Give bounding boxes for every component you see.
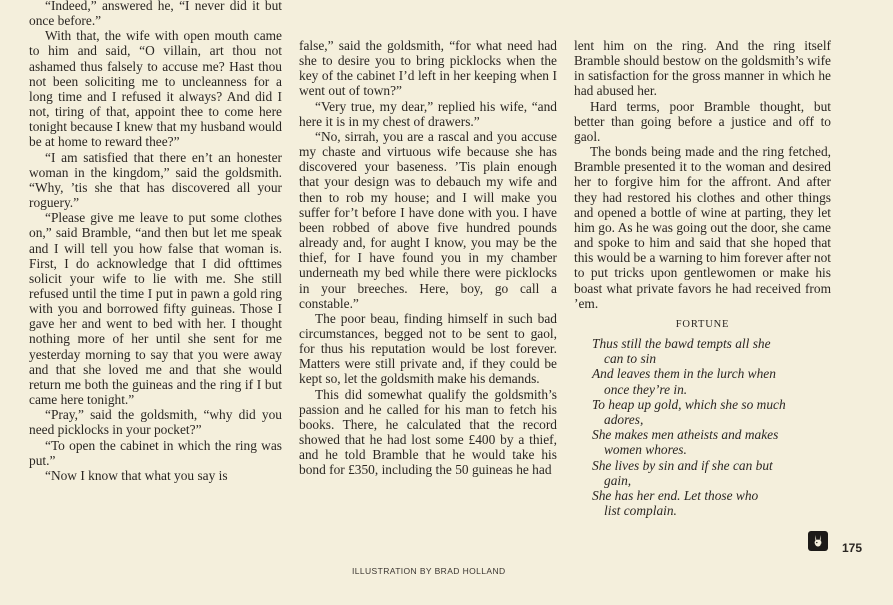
paragraph: “To open the cabinet in which the ring was put.”: [29, 437, 282, 468]
paragraph: Hard terms, poor Bramble thought, but better than going before a justice and off to gaol.: [574, 98, 831, 144]
poem-couplet: [592, 488, 831, 518]
paragraph: This did somewhat qualify the goldsmith’s passion and he called for his man to fetch his books. There, he calculated that the record showed that he had lost some £400 by a thief, and he told Bramble that he would take his bond for £350, including the 50 guineas he had: [299, 386, 557, 478]
poem-line: And leaves them in the lurch when: [592, 366, 776, 382]
poem-line-continued: women whores.: [604, 442, 687, 458]
paragraph: “I am satisfied that there en’t an honester woman in the kingdom,” said the goldsmith. “Why, ’tis she that has discovered all your roguery.”: [29, 149, 282, 211]
rabbit-head-icon: [808, 531, 828, 551]
text-column-3: [574, 38, 831, 518]
paragraph: With that, the wife with open mouth came to him and said, “O villain, art thou not ashamed thus falsely to accuse me? Hast thou not been soliciting me to uncleanness for a long time and I refused it always? And did I not, tiring of that, appoint thee to come here tonight because I knew that my husband would be at home to reward thee?”: [29, 28, 282, 150]
poem-couplet: [592, 336, 831, 366]
paragraph: “Now I know that what you say is: [45, 467, 228, 483]
text-column-1: [29, 0, 282, 483]
poem-line-continued: gain,: [604, 472, 632, 488]
poem-line: To heap up gold, which she so much: [592, 396, 786, 412]
column-3-body: [574, 38, 831, 311]
poem-couplet: [592, 366, 831, 396]
paragraph: “Very true, my dear,” replied his wife, “and here it is in my chest of drawers.”: [299, 98, 557, 129]
paragraph: lent him on the ring. And the ring itself Bramble should bestow on the goldsmith’s wife in satisfaction for the gross manner in which he had abused her.: [574, 38, 831, 99]
poem-title: FORTUNE: [675, 318, 730, 330]
illustration-credit: ILLUSTRATION BY BRAD HOLLAND: [352, 566, 506, 576]
poem-line: She lives by sin and if she can but: [592, 457, 773, 473]
paragraph: “No, sirrah, you are a rascal and you accuse my chaste and virtuous wife because she has discovered your baseness. ’Tis plain enough that your design was to debauch my wife and then to rob my house; and I will make you suffer for’t before I have done with you. I have been robbed of above five hundred pounds already and, for aught I know, you may be the thief, for I have found you in my chamber underneath my bed while there were picklocks in your breeches. Here, boy, go call a constable.”: [299, 128, 557, 311]
paragraph: The poor beau, finding himself in such bad circumstances, begged not to be sent to gaol, for thus his reputation would be lost forever. Matters were still private and, if they could be kept so, let the goldsmith make his demands.: [299, 310, 557, 387]
poem-line: She makes men atheists and makes: [592, 427, 779, 443]
paragraph: “Please give me leave to put some clothes on,” said Bramble, “and then but let me speak and I will tell you how false that woman is. First, I do acknowledge that I did ofttimes solicit your wife to lie with me. She still refused until the time I put in pawn a gold ring with you and borrowed fifty guineas. Those I gave her and went to bed with her. I thought nothing more of her until she sent for me yesterday morning to say that you were away and that she loved me and that she would return me both the guineas and the ring if I but came here tonight.”: [29, 210, 282, 408]
poem: [574, 317, 831, 519]
poem-line-continued: once they’re in.: [604, 381, 688, 397]
poem-line-continued: adores,: [604, 411, 644, 427]
poem-couplet: [592, 427, 831, 457]
poem-couplet: [592, 458, 831, 488]
poem-line: Thus still the bawd tempts all she: [592, 335, 771, 351]
text-column-2: [299, 38, 557, 478]
poem-couplet: [592, 397, 831, 427]
poem-line-continued: list complain.: [604, 503, 677, 519]
paragraph: “Pray,” said the goldsmith, “why did you need picklocks in your pocket?”: [29, 407, 282, 438]
paragraph: false,” said the goldsmith, “for what need had she to desire you to bring picklocks when the key of the cabinet I’d left in her keeping when I went out of town?”: [299, 38, 557, 99]
paragraph: The bonds being made and the ring fetched, Bramble presented it to the woman and desired her to forgive him for the affront. And after they had restored his clothes and other things and opened a bottle of wine at parting, they let him go. As he was going out the door, she came and spoke to him and said that she hoped that this would be a warning to him forever after not to put tricks upon gentlewomen or make his boast what private favors he had received from ’em.: [574, 144, 831, 311]
page-number: 175: [842, 541, 863, 555]
poem-line: She has her end. Let those who: [592, 488, 759, 503]
poem-line-continued: can to sin: [604, 351, 657, 367]
poem-lines: [574, 336, 831, 518]
paragraph: “Indeed,” answered he, “I never did it but once before.”: [29, 0, 282, 29]
